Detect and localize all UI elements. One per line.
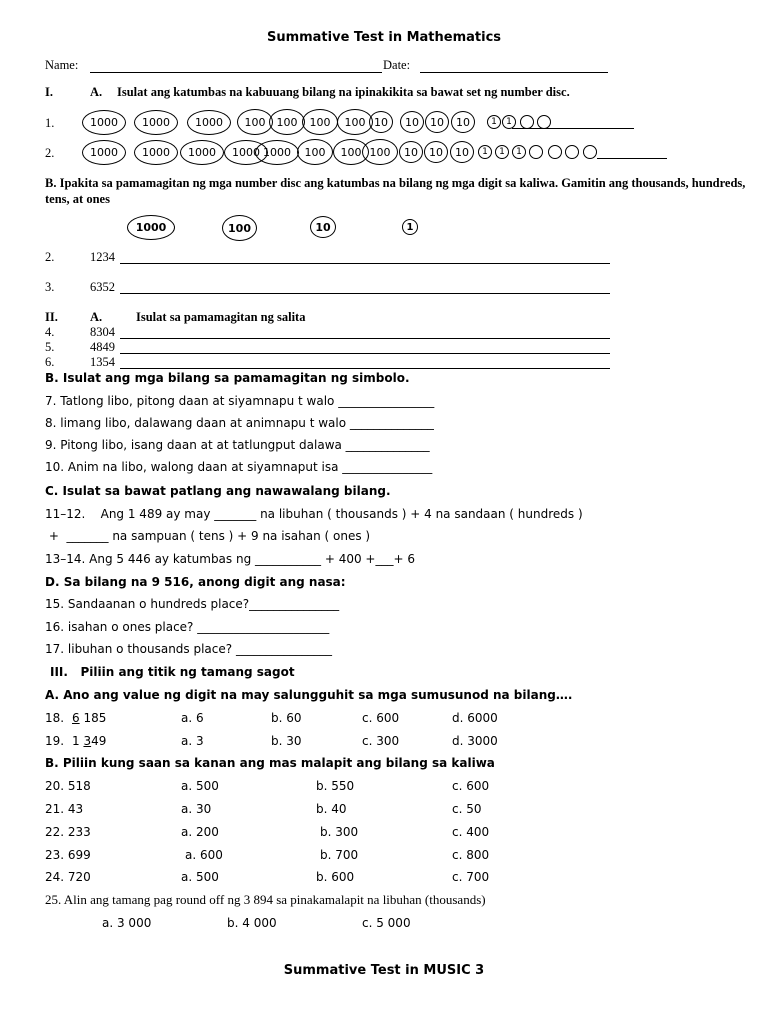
item-b2-answer-line[interactable] bbox=[120, 263, 610, 264]
number-disc: 1000 bbox=[82, 140, 126, 165]
item-4-answer-line[interactable] bbox=[120, 338, 610, 339]
item-1-number: 1. bbox=[45, 116, 55, 130]
number-disc: 1000 bbox=[187, 110, 231, 135]
item-23: 23. 699 bbox=[45, 848, 91, 862]
item-24: 24. 720 bbox=[45, 870, 91, 884]
item-15: 15. Sandaanan o hundreds place?_______________ bbox=[45, 597, 340, 611]
item-21: 21. 43 bbox=[45, 802, 84, 816]
item-21-option-a[interactable]: a. 30 bbox=[181, 802, 212, 816]
number-disc: 100 bbox=[237, 109, 273, 135]
item-25-option-a[interactable]: a. 3 000 bbox=[102, 916, 152, 930]
item-25-option-b[interactable]: b. 4 000 bbox=[227, 916, 277, 930]
item-1-answer-line[interactable] bbox=[512, 128, 634, 129]
part1-roman: I. bbox=[45, 85, 53, 99]
item-6-answer-line[interactable] bbox=[120, 368, 610, 369]
number-disc: 10 bbox=[451, 111, 475, 133]
item-19-number: 19. bbox=[45, 734, 65, 748]
part1-b-instruction: B. Ipakita sa pamamagitan ng mga number disc ang katumbas na bilang ng mga digit sa kaliwa. Gamitin ang thousands, hundreds, tens, at ones bbox=[45, 176, 746, 206]
page-title: Summative Test in Mathematics bbox=[266, 30, 502, 45]
item-23-option-b[interactable]: b. 700 bbox=[320, 848, 359, 862]
item-2-number: 2. bbox=[45, 146, 55, 160]
name-label: Name: bbox=[45, 58, 79, 72]
legend-disc-tens: 10 bbox=[310, 216, 336, 238]
part3-b-instruction: B. Piliin kung saan sa kanan ang mas malapit ang bilang sa kaliwa bbox=[45, 756, 495, 770]
item-11-12: 11–12. Ang 1 489 ay may _______ na libuhan ( thousands ) + 4 na sandaan ( hundreds ) bbox=[45, 507, 583, 521]
number-disc: 1000 bbox=[82, 110, 126, 135]
item-18-option-c[interactable]: c. 600 bbox=[362, 711, 400, 725]
number-disc: 1000 bbox=[224, 140, 268, 165]
item-5-answer-line[interactable] bbox=[120, 353, 610, 354]
name-field[interactable] bbox=[90, 72, 382, 73]
item-25: 25. Alin ang tamang pag round off ng 3 894 sa pinakamalapit na libuhan (thousands) bbox=[45, 892, 486, 907]
item-17: 17. libuhan o thousands place? ________________ bbox=[45, 642, 332, 656]
part3-a-instruction: A. Ano ang value ng digit na may salungguhit sa mga sumusunod na bilang…. bbox=[45, 688, 573, 702]
item-13-14: 13–14. Ang 5 446 ay katumbas ng ___________ + 400 +___+ 6 bbox=[45, 552, 415, 566]
item-18-option-b[interactable]: b. 60 bbox=[271, 711, 302, 725]
item-18-number: 18. bbox=[45, 711, 65, 725]
item-9: 9. Pitong libo, isang daan at at tatlungput dalawa ______________ bbox=[45, 438, 430, 452]
number-disc: 100 bbox=[337, 109, 373, 135]
part1-a-letter: A. bbox=[90, 85, 103, 99]
item-18-option-d[interactable]: d. 6000 bbox=[452, 711, 498, 725]
number-disc: 10 bbox=[400, 111, 424, 133]
item-4-number: 4. bbox=[45, 325, 55, 339]
item-18-underlined-digit: 6 bbox=[72, 711, 80, 725]
number-disc bbox=[529, 145, 543, 159]
item-22-option-c[interactable]: c. 400 bbox=[452, 825, 490, 839]
number-disc: 10 bbox=[369, 111, 393, 133]
number-disc: 1000 bbox=[180, 140, 224, 165]
item-19-option-d[interactable]: d. 3000 bbox=[452, 734, 498, 748]
item-b3-answer-line[interactable] bbox=[120, 293, 610, 294]
item-25-option-c[interactable]: c. 5 000 bbox=[362, 916, 411, 930]
number-disc: 1000 bbox=[134, 110, 178, 135]
item-b3-number: 3. bbox=[45, 280, 55, 294]
part2-c-instruction: C. Isulat sa bawat patlang ang nawawalang bilang. bbox=[45, 484, 391, 498]
item-b3-value: 6352 bbox=[90, 280, 115, 294]
item-b2-number: 2. bbox=[45, 250, 55, 264]
item-20-option-a[interactable]: a. 500 bbox=[181, 779, 219, 793]
number-disc: 1 bbox=[487, 115, 501, 129]
item-6-value: 1354 bbox=[90, 355, 115, 369]
number-disc: 100 bbox=[302, 109, 338, 135]
item-4-value: 8304 bbox=[90, 325, 115, 339]
next-page-title: Summative Test in MUSIC 3 bbox=[283, 963, 485, 978]
number-disc: 1 bbox=[502, 115, 516, 129]
item-21-option-b[interactable]: b. 40 bbox=[316, 802, 347, 816]
number-disc: 100 bbox=[333, 139, 369, 165]
item-18-option-a[interactable]: a. 6 bbox=[181, 711, 204, 725]
number-disc: 100 bbox=[269, 109, 305, 135]
item-b2-value: 1234 bbox=[90, 250, 115, 264]
part2-a-instruction: Isulat sa pamamagitan ng salita bbox=[136, 310, 306, 324]
item-19-option-b[interactable]: b. 30 bbox=[271, 734, 302, 748]
number-disc bbox=[548, 145, 562, 159]
item-21-option-c[interactable]: c. 50 bbox=[452, 802, 482, 816]
item-20-option-c[interactable]: c. 600 bbox=[452, 779, 490, 793]
item-18-value: 6 185 bbox=[72, 711, 107, 725]
item-7: 7. Tatlong libo, pitong daan at siyamnapu t walo ________________ bbox=[45, 394, 435, 408]
number-disc: 100 bbox=[362, 139, 398, 165]
part2-a-letter: A. bbox=[90, 310, 103, 324]
item-2-answer-line[interactable] bbox=[597, 158, 667, 159]
number-disc bbox=[537, 115, 551, 129]
item-24-option-c[interactable]: c. 700 bbox=[452, 870, 490, 884]
number-disc bbox=[520, 115, 534, 129]
item-22-option-b[interactable]: b. 300 bbox=[320, 825, 359, 839]
date-label: Date: bbox=[383, 58, 411, 72]
item-19-underlined-digit: 3 bbox=[83, 734, 92, 748]
item-22: 22. 233 bbox=[45, 825, 91, 839]
item-22-option-a[interactable]: a. 200 bbox=[181, 825, 219, 839]
item-5-number: 5. bbox=[45, 340, 55, 354]
number-disc: 10 bbox=[450, 141, 474, 163]
item-19-option-a[interactable]: a. 3 bbox=[181, 734, 204, 748]
date-field[interactable] bbox=[420, 72, 608, 73]
legend-disc-thousands: 1000 bbox=[127, 215, 175, 240]
legend-disc-ones: 1 bbox=[402, 219, 418, 235]
part1-a-instruction: Isulat ang katumbas na kabuuang bilang na ipinakikita sa bawat set ng number disc. bbox=[117, 85, 570, 99]
number-disc bbox=[565, 145, 579, 159]
part3-heading: III. Piliin ang titik ng tamang sagot bbox=[50, 665, 295, 679]
item-24-option-a[interactable]: a. 500 bbox=[181, 870, 219, 884]
number-disc: 1000 bbox=[134, 140, 178, 165]
part2-b-instruction: B. Isulat ang mga bilang sa pamamagitan ng simbolo. bbox=[45, 371, 410, 385]
number-disc: 1000 bbox=[255, 140, 299, 165]
item-19-value: 1 349 bbox=[72, 734, 107, 748]
number-disc: 10 bbox=[424, 141, 448, 163]
number-disc: 10 bbox=[425, 111, 449, 133]
legend-disc-hundreds: 100 bbox=[222, 215, 257, 241]
number-disc: 1 bbox=[495, 145, 509, 159]
item-23-option-c[interactable]: c. 800 bbox=[452, 848, 490, 862]
item-16: 16. isahan o ones place? ______________________ bbox=[45, 620, 330, 634]
number-disc bbox=[583, 145, 597, 159]
item-8: 8. limang libo, dalawang daan at animnapu t walo ______________ bbox=[45, 416, 434, 430]
part2-roman: II. bbox=[45, 310, 58, 324]
number-disc: 1 bbox=[478, 145, 492, 159]
item-10: 10. Anim na libo, walong daan at siyamnaput isa _______________ bbox=[45, 460, 433, 474]
part2-d-instruction: D. Sa bilang na 9 516, anong digit ang nasa: bbox=[45, 575, 346, 589]
number-disc: 100 bbox=[297, 139, 333, 165]
item-20: 20. 518 bbox=[45, 779, 91, 793]
item-5-value: 4849 bbox=[90, 340, 115, 354]
item-24-option-b[interactable]: b. 600 bbox=[316, 870, 355, 884]
number-disc: 1 bbox=[512, 145, 526, 159]
item-6-number: 6. bbox=[45, 355, 55, 369]
item-20-option-b[interactable]: b. 550 bbox=[316, 779, 355, 793]
item-23-option-a[interactable]: a. 600 bbox=[185, 848, 223, 862]
item-19-option-c[interactable]: c. 300 bbox=[362, 734, 400, 748]
item-11-12-cont: + _______ na sampuan ( tens ) + 9 na isahan ( ones ) bbox=[45, 529, 371, 543]
number-disc: 10 bbox=[399, 141, 423, 163]
